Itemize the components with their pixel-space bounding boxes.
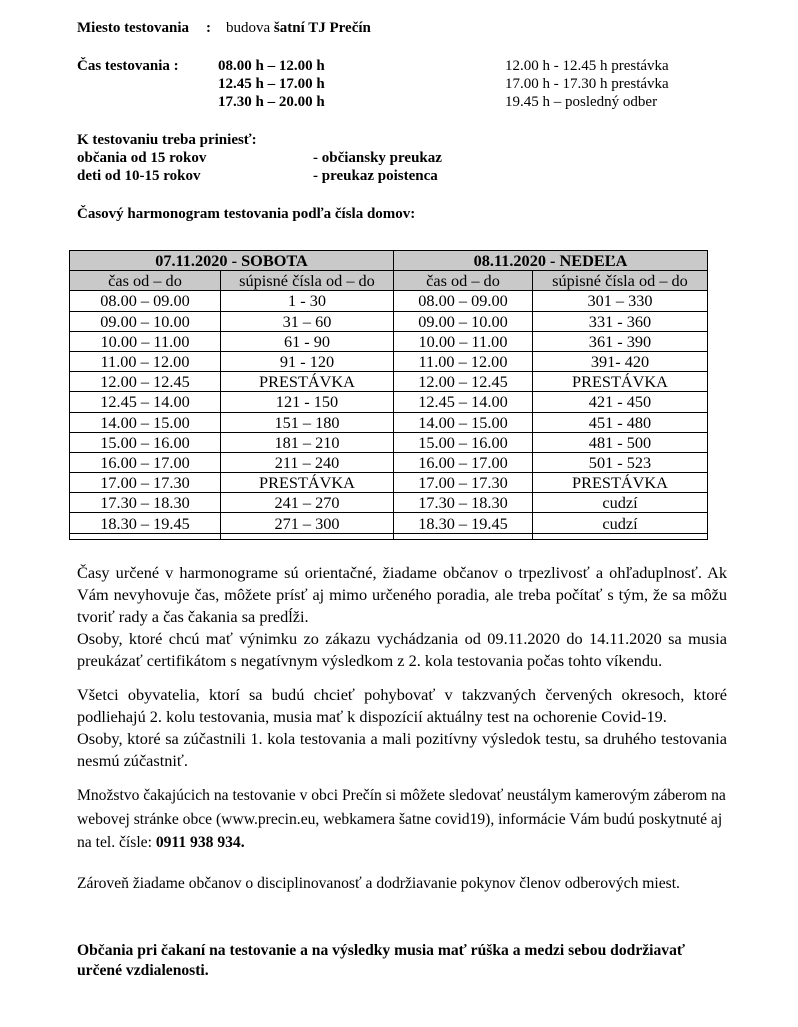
table-row xyxy=(70,432,708,452)
place-label: Miesto testovania xyxy=(77,20,190,36)
table-row xyxy=(70,452,708,472)
paragraph-red-districts: Všetci obyvatelia, ktorí sa budú chcieť pohybovať v takzvaných červených okresoch, ktoré podliehajú 2. kolu testovania, musia mať k dispozícií aktuálny test na ochorenie Covid-19. xyxy=(77,685,727,726)
break-1: 12.00 h - 12.45 h prestávka xyxy=(505,58,669,74)
cell-time-day1: 14.00 – 15.00 xyxy=(70,412,221,432)
place-prefix: budova xyxy=(226,20,271,36)
bring-who-1: občania od 15 rokov xyxy=(77,150,207,166)
cell-time-day1: 15.00 – 16.00 xyxy=(70,432,221,452)
cell-numbers-day1: 31 – 60 xyxy=(221,311,394,331)
cell-numbers-day2: 451 - 480 xyxy=(533,412,708,432)
cell-time-day2: 09.00 – 10.00 xyxy=(394,311,533,331)
bring-title: K testovaniu treba priniesť: xyxy=(77,132,257,148)
schedule-table xyxy=(69,250,708,540)
table-empty-row xyxy=(70,533,708,539)
cell-time-day1: 18.30 – 19.45 xyxy=(70,513,221,533)
cell-time-day2: 11.00 – 12.00 xyxy=(394,351,533,371)
table-row xyxy=(70,473,708,493)
day1-header: 07.11.2020 - SOBOTA xyxy=(70,251,394,271)
paragraph-times-orientational: Časy určené v harmonograme sú orientačné, žiadame občanov o trpezlivosť a ohľaduplnosť. Ak Vám nevyhovuje čas, môžete prísť aj mimo určeného poradia, ale treba počítať s tým, že sa môžu tvoriť rady a čas čakania sa predĺži. xyxy=(77,563,727,626)
place-value: šatní TJ Prečín xyxy=(273,20,371,36)
time-slot-1: 08.00 h – 12.00 h xyxy=(218,58,325,74)
col-numbers-day1: súpisné čísla od – do xyxy=(221,271,394,291)
table-row xyxy=(70,291,708,311)
cell-time-day1: 12.00 – 12.45 xyxy=(70,372,221,392)
cell-numbers-day1: 61 - 90 xyxy=(221,331,394,351)
paragraph-positive-first-round: Osoby, ktoré sa zúčastnili 1. kola testovania a mali pozitívny výsledok testu, sa druhého testovania nesmú zúčastniť. xyxy=(77,729,727,770)
cell-time-day2: 16.00 – 17.00 xyxy=(394,452,533,472)
paragraph-camera xyxy=(77,784,737,855)
cell-numbers-day1: 91 - 120 xyxy=(221,351,394,371)
col-time-day1: čas od – do xyxy=(70,271,221,291)
paragraph-masks: Občania pri čakaní na testovanie a na výsledky musia mať rúška a medzi sebou dodržiavať určené vzdialenosti. xyxy=(77,942,686,979)
column-header-row xyxy=(70,271,708,291)
cell-time-day1: 12.45 – 14.00 xyxy=(70,392,221,412)
bring-who-2: deti od 10-15 rokov xyxy=(77,168,201,184)
cell-numbers-day1: 181 – 210 xyxy=(221,432,394,452)
cell-time-day2: 17.30 – 18.30 xyxy=(394,493,533,513)
cell-time-day2: 12.00 – 12.45 xyxy=(394,372,533,392)
cell-numbers-day2: 301 – 330 xyxy=(533,291,708,311)
cell-time-day2: 18.30 – 19.45 xyxy=(394,513,533,533)
cell-numbers-day1: PRESTÁVKA xyxy=(221,473,394,493)
cell-time-day1: 08.00 – 09.00 xyxy=(70,291,221,311)
day2-header: 08.11.2020 - NEDEĽA xyxy=(394,251,708,271)
cell-time-day1: 10.00 – 11.00 xyxy=(70,331,221,351)
table-row xyxy=(70,392,708,412)
cell-numbers-day2: 481 - 500 xyxy=(533,432,708,452)
place-value-line xyxy=(226,19,371,37)
last-collection: 19.45 h – posledný odber xyxy=(505,94,658,110)
table-row xyxy=(70,493,708,513)
cell-numbers-day1: 211 – 240 xyxy=(221,452,394,472)
cell-numbers-day2: PRESTÁVKA xyxy=(533,372,708,392)
cell-time-day2: 15.00 – 16.00 xyxy=(394,432,533,452)
table-row xyxy=(70,311,708,331)
cell-time-day2: 08.00 – 09.00 xyxy=(394,291,533,311)
col-numbers-day2: súpisné čísla od – do xyxy=(533,271,708,291)
time-label: Čas testovania : xyxy=(77,58,179,74)
table-row xyxy=(70,351,708,371)
cell-numbers-day2: 331 - 360 xyxy=(533,311,708,331)
cell-numbers-day2: 361 - 390 xyxy=(533,331,708,351)
table-row xyxy=(70,513,708,533)
cell-time-day1: 11.00 – 12.00 xyxy=(70,351,221,371)
cell-numbers-day1: 121 - 150 xyxy=(221,392,394,412)
break-2: 17.00 h - 17.30 h prestávka xyxy=(505,76,669,92)
cell-time-day1: 09.00 – 10.00 xyxy=(70,311,221,331)
place-colon: : xyxy=(206,20,211,36)
cell-numbers-day2: 421 - 450 xyxy=(533,392,708,412)
cell-numbers-day2: 501 - 523 xyxy=(533,452,708,472)
cell-numbers-day2: 391- 420 xyxy=(533,351,708,371)
empty-cell xyxy=(533,533,708,539)
camera-text: Množstvo čakajúcich na testovanie v obci Prečín si môžete sledovať neustálym kamerovým záberom na webovej stránke obce (www.precin.eu, webkamera šatne covid19), informácie Vám budú poskytnuté aj na tel. čísle: xyxy=(77,787,726,851)
time-slot-2: 12.45 h – 17.00 h xyxy=(218,76,325,92)
day-header-row xyxy=(70,251,708,271)
bring-what-2: - preukaz poistenca xyxy=(313,168,438,184)
cell-numbers-day1: 1 - 30 xyxy=(221,291,394,311)
paragraph-discipline: Zároveň žiadame občanov o disciplinovanosť a dodržiavanie pokynov členov odberových miest. xyxy=(77,875,680,892)
cell-numbers-day2: PRESTÁVKA xyxy=(533,473,708,493)
col-time-day2: čas od – do xyxy=(394,271,533,291)
cell-time-day2: 12.45 – 14.00 xyxy=(394,392,533,412)
table-row xyxy=(70,372,708,392)
time-slot-3: 17.30 h – 20.00 h xyxy=(218,94,325,110)
cell-numbers-day2: cudzí xyxy=(533,513,708,533)
cell-numbers-day1: 271 – 300 xyxy=(221,513,394,533)
cell-time-day2: 14.00 – 15.00 xyxy=(394,412,533,432)
schedule-title: Časový harmonogram testovania podľa čísla domov: xyxy=(77,206,416,222)
paragraph-exemption: Osoby, ktoré chcú mať výnimku zo zákazu vychádzania od 09.11.2020 do 14.11.2020 sa musia preukázať certifikátom s negatívnym výsledkom z 2. kola testovania počas tohto víkendu. xyxy=(77,629,727,670)
table-row xyxy=(70,412,708,432)
cell-numbers-day2: cudzí xyxy=(533,493,708,513)
cell-time-day1: 17.30 – 18.30 xyxy=(70,493,221,513)
cell-time-day2: 10.00 – 11.00 xyxy=(394,331,533,351)
table-row xyxy=(70,331,708,351)
empty-cell xyxy=(221,533,394,539)
cell-time-day1: 17.00 – 17.30 xyxy=(70,473,221,493)
cell-numbers-day1: 151 – 180 xyxy=(221,412,394,432)
cell-time-day2: 17.00 – 17.30 xyxy=(394,473,533,493)
empty-cell xyxy=(70,533,221,539)
phone-number: 0911 938 934. xyxy=(155,834,245,851)
schedule-body xyxy=(70,291,708,539)
cell-numbers-day1: PRESTÁVKA xyxy=(221,372,394,392)
bring-what-1: - občiansky preukaz xyxy=(313,150,442,166)
cell-numbers-day1: 241 – 270 xyxy=(221,493,394,513)
cell-time-day1: 16.00 – 17.00 xyxy=(70,452,221,472)
empty-cell xyxy=(394,533,533,539)
